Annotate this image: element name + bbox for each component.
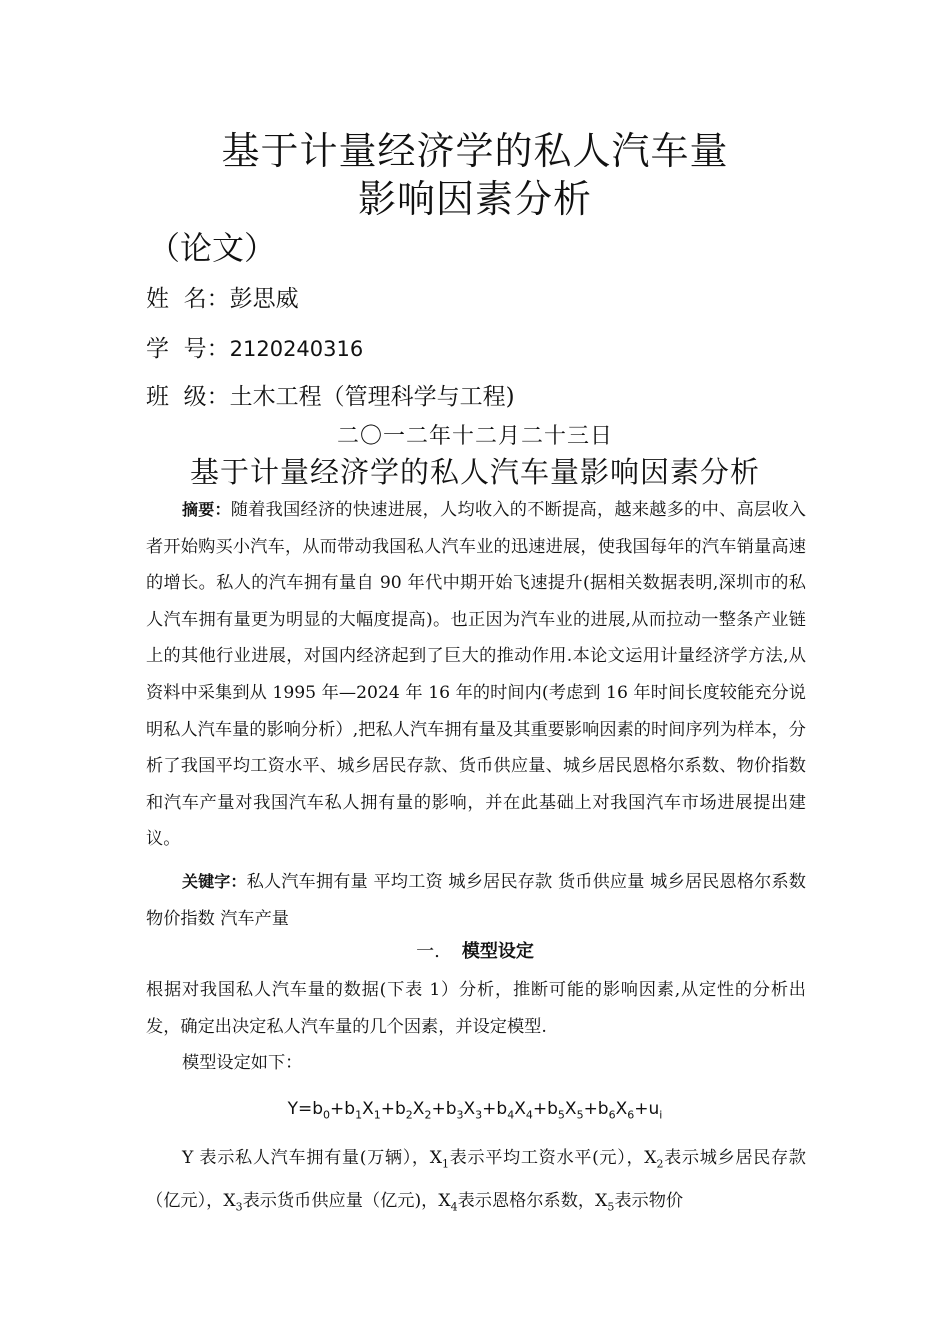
section-number: 一. xyxy=(416,941,440,962)
name-value: 彭思威 xyxy=(229,286,299,312)
student-id-label: 学 号： xyxy=(146,336,230,362)
keywords-section xyxy=(146,864,806,937)
student-id-row xyxy=(146,333,363,365)
abstract-paragraph xyxy=(146,492,806,858)
class-row xyxy=(146,381,515,413)
paper-type-label: （论文） xyxy=(148,229,277,267)
keywords-paragraph xyxy=(146,864,806,937)
section1-paragraph-3: Y 表示私人汽车拥有量(万辆），$X_1$表示平均工资水平(元），$X_2$表示城乡居民存款（亿元），$X_3$表示货币供应量（亿元)，$X_4$表示恩格尔系数，$X_5$表示物价 xyxy=(146,1148,806,1214)
section1-body xyxy=(146,972,806,1082)
abstract-section xyxy=(146,492,806,858)
variable-definitions xyxy=(146,1140,806,1226)
document-subtitle: 基于计量经济学的私人汽车量影响因素分析 xyxy=(189,455,760,489)
class-label: 班 级： xyxy=(146,384,230,410)
document-date: 二〇一二年十二月二十三日 xyxy=(336,424,613,449)
abstract-text: 随着我国经济的快速进展，人均收入的不断提高，越来越多的中、高层收入者开始购买小汽车，从而带动我国私人汽车业的迅速进展，使我国每年的汽车销量高速的增长。私人的汽车拥有量自 90 年代中期开始飞速提升(据相关数据表明,深圳市的私人汽车拥有量更为明显的大幅度提高)。也正因为汽车业的进展,从而拉动一整条产业链上的其他行业进展，对国内经济起到了巨大的推动作用.本论文运用计量经济学方法,从资料中采集到从 1995 年—2024 年 16 年的时间内(考虑到 16 年时间长度较能充分说明私人汽车量的影响分析）,把私人汽车拥有量及其重要影响因素的时间序列为样本，分析了我国平均工资水平、城乡居民存款、货币供应量、城乡居民恩格尔系数、物价指数和汽车产量对我国汽车私人拥有量的影响，并在此基础上对我国汽车市场进展提出建议。 xyxy=(146,500,806,850)
section1-paragraph-1: 根据对我国私人汽车量的数据(下表 1）分析，推断可能的影响因素,从定性的分析出发，确定出决定私人汽车量的几个因素，并设定模型. xyxy=(146,980,806,1037)
class-value: 土木工程（管理科学与工程) xyxy=(229,384,515,410)
keywords-label: 关键字： xyxy=(182,872,247,891)
keywords-text: 私人汽车拥有量 平均工资 城乡居民存款 货币供应量 城乡居民恩格尔系数 物价指数 汽车产量 xyxy=(146,872,806,929)
name-label: 姓 名： xyxy=(146,286,230,312)
abstract-label: 摘要： xyxy=(182,500,231,519)
document-title-line-1: 基于计量经济学的私人汽车量 xyxy=(221,129,729,173)
student-id-value: 2120240316 xyxy=(229,337,364,361)
section1-paragraph-2: 模型设定如下： xyxy=(182,1053,303,1074)
model-formula: $Y=b_0+b_1X_1+b_2X_2+b_3X_3+b_4X_4+b_5X_5+b_6X_6+u_i$ xyxy=(287,1099,663,1122)
document-title-line-2: 影响因素分析 xyxy=(357,177,592,221)
section-title: 模型设定 xyxy=(461,941,534,962)
section-heading-1 xyxy=(0,937,950,967)
author-name-row xyxy=(146,283,299,315)
